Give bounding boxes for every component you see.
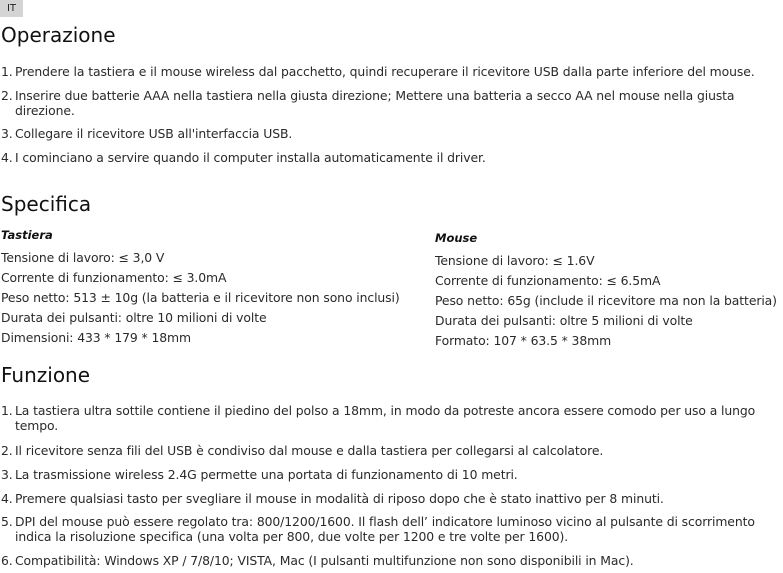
spec-row: Formato: 107 * 63.5 * 38mm bbox=[435, 333, 612, 348]
item-number: 4. bbox=[1, 491, 13, 506]
item-number: 1. bbox=[1, 403, 13, 418]
item-text: I cominciano a servire quando il computer installa automaticamente il driver. bbox=[15, 150, 486, 165]
list-item bbox=[1, 88, 781, 118]
list-item bbox=[1, 553, 781, 568]
item-text: Collegare il ricevitore USB all'interfaccia USB. bbox=[15, 126, 293, 141]
item-number: 4. bbox=[1, 150, 13, 165]
item-number: 3. bbox=[1, 126, 13, 141]
item-text: Inserire due batterie AAA nella tastiera nella giusta direzione; Mettere una batteria a secco AA nel mouse nella giusta direzione. bbox=[15, 88, 735, 118]
item-text: DPI del mouse può essere regolato tra: 800/1200/1600. Il flash dell’ indicatore luminoso vicino al pulsante di scorrimento indica la risoluzione specifica (una volta per 800, due volte per 1200 e tre volte per 1600). bbox=[15, 514, 755, 544]
list-item bbox=[1, 443, 781, 458]
spec-tastiera bbox=[1, 228, 400, 348]
list-item bbox=[1, 514, 781, 544]
list-item bbox=[1, 491, 781, 506]
item-text: Compatibilità: Windows XP / 7/8/10; VISTA, Mac (I pulsanti multifunzione non sono disponibili in Mac). bbox=[15, 553, 634, 568]
spec-heading-tastiera: Tastiera bbox=[1, 228, 53, 242]
list-item bbox=[1, 403, 781, 433]
spec-row: Durata dei pulsanti: oltre 5 milioni di volte bbox=[435, 313, 693, 328]
section-title-specifica: Specifica bbox=[1, 192, 92, 216]
spec-row: Peso netto: 513 ± 10g (la batteria e il ricevitore non sono inclusi) bbox=[1, 290, 400, 305]
funzione-list bbox=[1, 403, 781, 568]
spec-row: Dimensioni: 433 * 179 * 18mm bbox=[1, 330, 191, 345]
list-item bbox=[1, 467, 781, 482]
item-text: Prendere la tastiera e il mouse wireless dal pacchetto, quindi recuperare il ricevitore USB dalla parte inferiore del mouse. bbox=[15, 64, 755, 79]
operazione-list bbox=[1, 64, 781, 165]
item-number: 5. bbox=[1, 514, 13, 529]
item-number: 2. bbox=[1, 88, 13, 103]
spec-row: Durata dei pulsanti: oltre 10 milioni di volte bbox=[1, 310, 267, 325]
spec-heading-mouse: Mouse bbox=[435, 231, 478, 245]
language-badge: IT bbox=[0, 0, 23, 17]
list-item bbox=[1, 64, 781, 79]
spec-mouse bbox=[435, 231, 777, 351]
spec-row: Tensione di lavoro: ≤ 1.6V bbox=[435, 253, 595, 268]
item-text: Il ricevitore senza fili del USB è condiviso dal mouse e dalla tastiera per collegarsi al calcolatore. bbox=[15, 443, 604, 458]
spec-row: Corrente di funzionamento: ≤ 6.5mA bbox=[435, 273, 661, 288]
item-number: 3. bbox=[1, 467, 13, 482]
list-item bbox=[1, 126, 781, 141]
list-item bbox=[1, 150, 781, 165]
item-number: 2. bbox=[1, 443, 13, 458]
spec-row: Tensione di lavoro: ≤ 3,0 V bbox=[1, 250, 165, 265]
item-text: La trasmissione wireless 2.4G permette una portata di funzionamento di 10 metri. bbox=[15, 467, 518, 482]
item-number: 6. bbox=[1, 553, 13, 568]
item-number: 1. bbox=[1, 64, 13, 79]
spec-row: Corrente di funzionamento: ≤ 3.0mA bbox=[1, 270, 227, 285]
item-text: La tastiera ultra sottile contiene il piedino del polso a 18mm, in modo da potreste ancora essere comodo per uso a lungo tempo. bbox=[15, 403, 756, 433]
spec-row: Peso netto: 65g (include il ricevitore ma non la batteria) bbox=[435, 293, 777, 308]
section-title-funzione: Funzione bbox=[1, 363, 91, 387]
item-text: Premere qualsiasi tasto per svegliare il mouse in modalità di riposo dopo che è stato inattivo per 8 minuti. bbox=[15, 491, 664, 506]
section-title-operazione: Operazione bbox=[1, 23, 116, 47]
